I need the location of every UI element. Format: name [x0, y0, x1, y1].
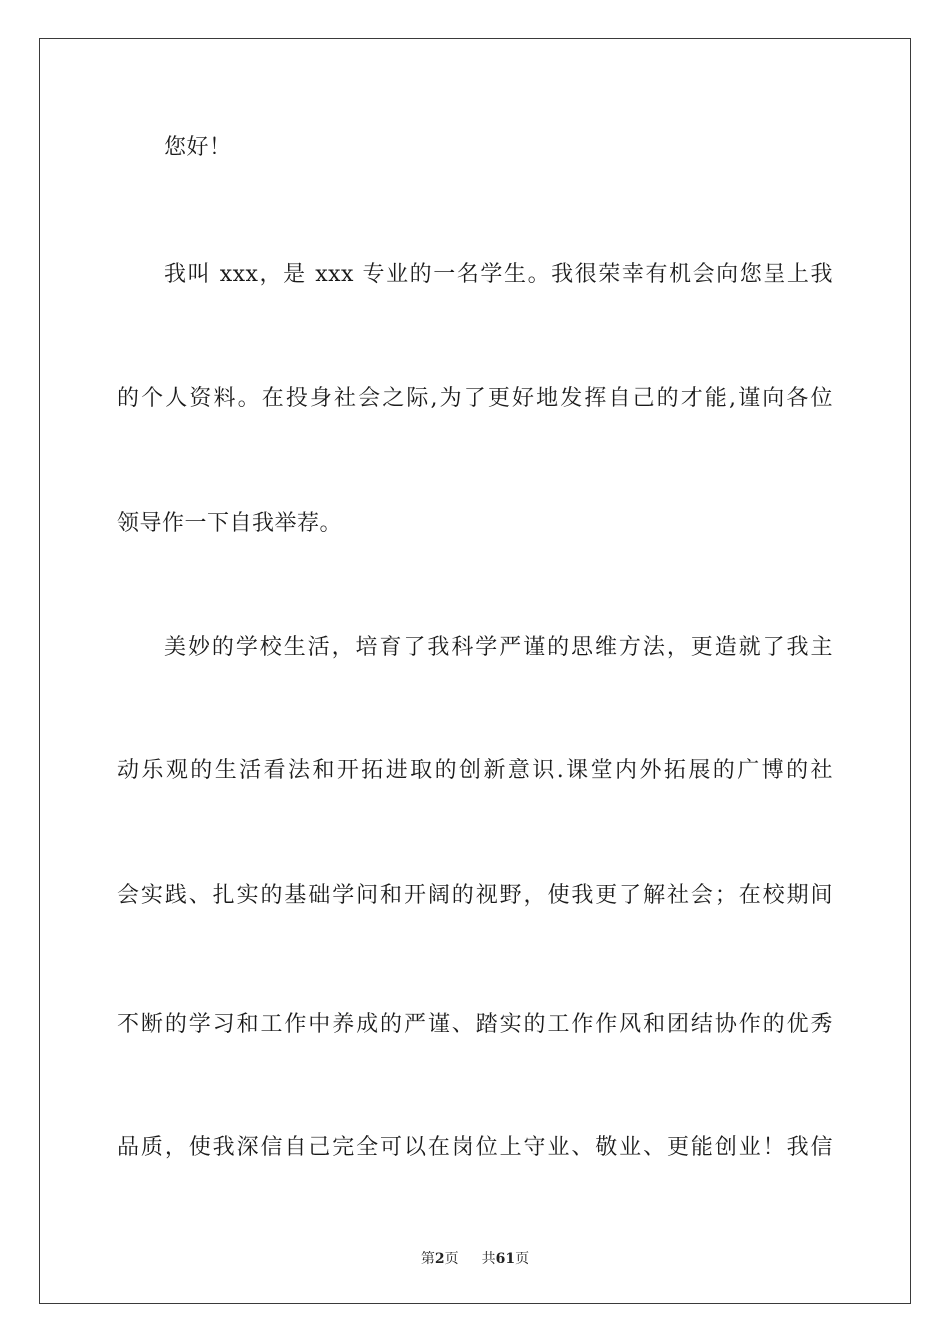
total-prefix: 共 — [481, 1251, 496, 1267]
body-line: 会实践、扎实的基础学问和开阔的视野，使我更了解社会；在校期间 — [117, 883, 833, 908]
greeting-line: 您好！ — [164, 135, 232, 160]
page-border — [39, 38, 911, 1304]
page-prefix: 第 — [420, 1251, 435, 1267]
body-line: 美妙的学校生活，培育了我科学严谨的思维方法，更造就了我主 — [164, 635, 833, 660]
body-line: 我叫 xxx，是 xxx 专业的一名学生。我很荣幸有机会向您呈上我 — [164, 262, 833, 287]
page-footer — [0, 1248, 950, 1268]
total-suffix: 页 — [515, 1251, 530, 1267]
body-line: 的个人资料。在投身社会之际,为了更好地发挥自己的才能,谨向各位 — [117, 386, 833, 411]
page-number: 2 — [434, 1251, 445, 1267]
page-suffix: 页 — [444, 1251, 459, 1267]
total-pages: 61 — [495, 1251, 516, 1267]
body-line: 品质，使我深信自己完全可以在岗位上守业、敬业、更能创业！我信 — [117, 1135, 833, 1160]
body-line: 不断的学习和工作中养成的严谨、踏实的工作作风和团结协作的优秀 — [117, 1012, 833, 1037]
body-line: 动乐观的生活看法和开拓进取的创新意识.课堂内外拓展的广博的社 — [117, 758, 833, 783]
body-line: 领导作一下自我举荐。 — [117, 511, 343, 536]
